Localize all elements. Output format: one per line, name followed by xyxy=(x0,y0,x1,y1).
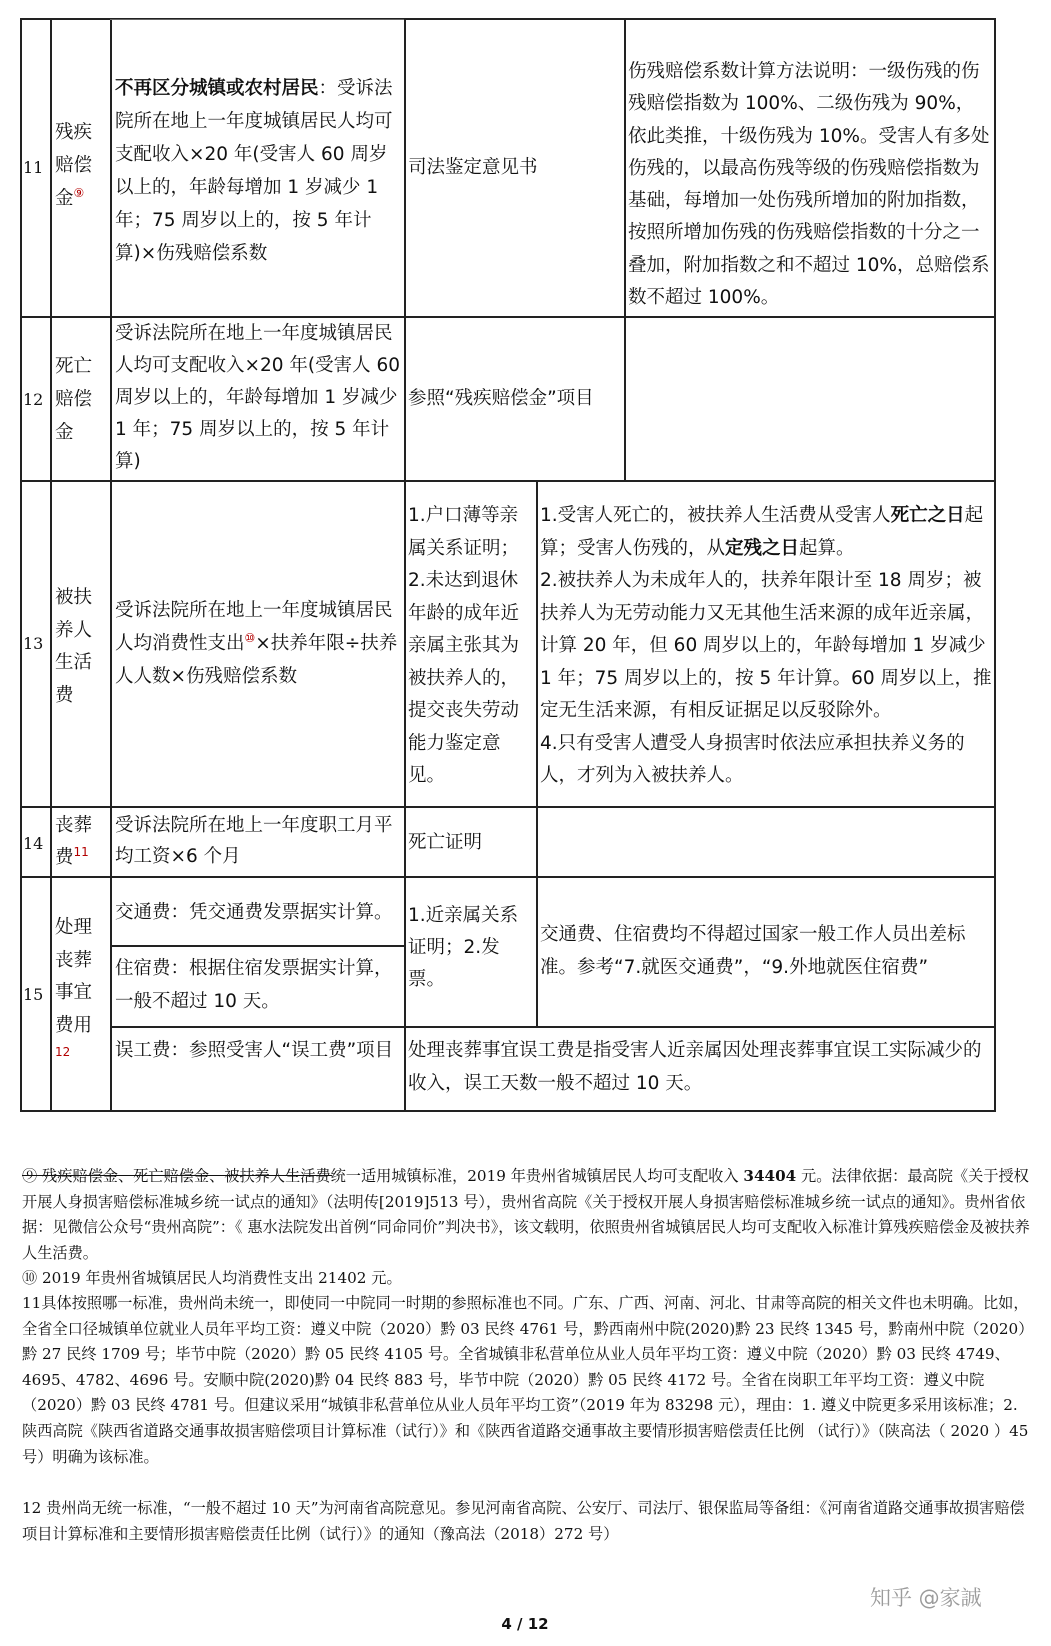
page-number: 4 / 12 xyxy=(501,1615,549,1633)
item-name: 被扶养人生活费 xyxy=(55,587,93,706)
traffic-fee: 交通费：凭交通费发票据实计算。 xyxy=(115,902,393,923)
lost-work-note: 处理丧葬事宜误工费是指受害人近亲属因处理丧葬事宜误工实际减少的收入，误工天数一般不超过 10 天。 xyxy=(408,1040,982,1094)
note-4: 4.只有受害人遭受人身损害时依法应承担扶养义务的人，才列为入被扶养人。 xyxy=(540,732,965,786)
watermark: 知乎 @家誠 xyxy=(870,1586,982,1610)
row-number: 15 xyxy=(23,985,44,1004)
notes xyxy=(540,500,992,793)
evidence-list: 死亡证明 xyxy=(408,832,483,853)
notes: 交通费、住宿费均不得超过国家一般工作人员出差标准。参考“7.就医交通费”，“9.外地就医住宿费” xyxy=(540,924,966,978)
footnote-mark-12[interactable]: 12 xyxy=(55,1044,71,1059)
evidence-list: 参照“残疾赔偿金”项目 xyxy=(408,388,594,409)
footnote-mark-11[interactable]: 11 xyxy=(73,844,89,859)
footnote-9: ⑨ 残疾赔偿金、死亡赔偿金、被扶养人生活费统一适用城镇标准，2019 年贵州省城镇居民人均可支配收入 34404 元。法律依据：最高院《关于授权开展人身损害赔偿标准城乡统一试点的通知》（法明传[2019]513 号），贵州省高院《关于授权开展人身损害赔偿标准城乡统一试点的通知》。贵州省依据：见微信公众号“贵州高院”：《 惠水法院发出首例“同命同价”判决书》，该文载明，依照贵州省城镇居民人均可支配收入标准计算残疾赔偿金及被扶养人生活费。 xyxy=(22,1167,1030,1262)
row-number: 14 xyxy=(23,834,44,853)
footnote-12: 12 贵州尚无统一标准，“一般不超过 10 天”为河南省高院意见。参见河南省高院、公安厅、司法厅、银保监局等备组：《河南省道路交通事故损害赔偿项目计算标准和主要情形损害赔偿责任比例（试行）》的通知（豫高法（2018）272 号） xyxy=(22,1499,1025,1543)
item-name: 丧葬费$^{11}$ xyxy=(55,815,93,868)
item-name: 残疾赔偿金⑨ xyxy=(55,122,93,209)
row-number: 11 xyxy=(23,158,44,177)
row-number: 12 xyxy=(23,390,44,409)
evidence-list: 司法鉴定意见书 xyxy=(408,157,538,178)
calculation-standard: 受诉法院所在地上一年度城镇居民人均消费性支出⑩×扶养年限÷扶养人人数×伤残赔偿系数 xyxy=(115,600,398,687)
calculation-standard: 受诉法院所在地上一年度职工月平均工资×6 个月 xyxy=(115,815,393,867)
note-1: 1.受害人死亡的，被扶养人生活费从受害人死亡之日起算；受害人伤残的，从定残之日起算。 xyxy=(540,505,984,559)
lost-work-fee: 误工费：参照受害人“误工费”项目 xyxy=(115,1040,394,1061)
calculation-standard: 受诉法院所在地上一年度城镇居民人均可支配收入×20 年(受害人 60 周岁以上的，年龄每增加 1 岁减少 1 年；75 周岁以上的，按 5 年计算) xyxy=(115,323,401,472)
evidence-list: 1.户口薄等亲属关系证明；2.未达到退休年龄的成年近亲属主张其为被扶养人的，提交丧失劳动能力鉴定意见。 xyxy=(408,505,520,786)
lodging-fee: 住宿费：根据住宿发票据实计算，一般不超过 10 天。 xyxy=(115,958,393,1012)
footnote-11: 11具体按照哪一标准，贵州尚未统一，即使同一中院同一时期的参照标准也不同。广东、广西、河南、河北、甘肃等高院的相关文件也未明确。比如，全省全口径城镇单位就业人员年平均工资：遵义中院（2020）黔 03 民终 4761 号，黔西南州中院(2020)黔 23 民终 1345 号，黔南州中院（2020）黔 27 民终 1709 号；毕节中院（2020）黔 05 民终 4105 号。全省城镇非私营单位从业人员年平均工资：遵义中院（2020）黔 03 民终 4749、4695、4782、4696 号。安顺中院(2020)黔 04 民终 883 号，毕节中院（2020）黔 05 民终 4172 号。全省在岗职工年平均工资：遵义中院（2020）黔 03 民终 4781 号。但建议采用“城镇非私营单位从业人员年平均工资”（2019 年为 83298 元），理由：1. 遵义中院更多采用该标准；2. 陕西高院《陕西省道路交通事故损害赔偿项目计算标准（试行）》和《陕西省道路交通事故主要情形损害赔偿责任比例 （试行）》（陕高法（ 2020 ）45 号）明确为该标准。 xyxy=(22,1294,1029,1466)
calculation-standard: 不再区分城镇或农村居民：受诉法院所在地上一年度城镇居民人均可支配收入×20 年(受害人 60 周岁以上的，年龄每增加 1 岁减少 1 年；75 周岁以上的，按 5 年计算)×伤残赔偿系数 xyxy=(115,78,393,264)
item-name: 死亡赔偿金 xyxy=(55,356,93,443)
notes: 伤残赔偿系数计算方法说明：一级伤残的伤残赔偿指数为 100%、二级伤残为 90%，依此类推，十级伤残为 10%。受害人有多处伤残的，以最高伤残等级的伤残赔偿指数为基础，每增加一处伤残所增加的附加指数，按照所增加伤残的伤残赔偿指数的十分之一叠加，附加指数之和不超过 10%，总赔偿系数不超过 100%。 xyxy=(628,61,990,309)
item-name: 处理丧葬事宜费用 $^{12}$ xyxy=(55,917,93,1059)
footnote-mark-10[interactable]: ⑩ xyxy=(244,630,256,645)
row-number: 13 xyxy=(23,634,44,653)
evidence-list: 1.近亲属关系证明；2.发票。 xyxy=(408,905,519,990)
note-2: 2.被扶养人为未成年人的，扶养年限计至 18 周岁；被扶养人为无劳动能力又无其他生活来源的成年近亲属，计算 20 年，但 60 周岁以上的，年龄每增加 1 岁减少 1 年；75 周岁以上的，按 5 年计算。60 周岁以上，推定无生活来源，有相反证据足以反驳除外。 xyxy=(540,570,992,721)
footnote-mark-9[interactable]: ⑨ xyxy=(73,185,85,200)
footnote-10: ⑩ 2019 年贵州省城镇居民人均消费性支出 21402 元。 xyxy=(22,1269,402,1287)
